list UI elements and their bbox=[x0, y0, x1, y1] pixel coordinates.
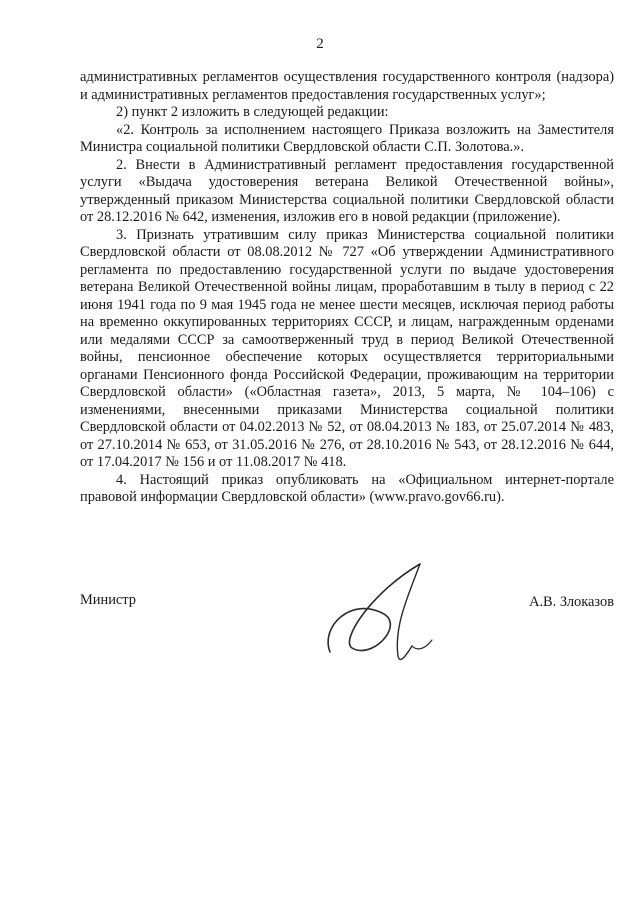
document-body bbox=[80, 69, 614, 507]
paragraph-subpoint-2: 2) пункт 2 изложить в следующей редакции: bbox=[116, 104, 389, 120]
paragraph-item-2: 2. Внести в Административный регламент предоставления государственной услуги «Выдача удостоверения ветерана Великой Отечественной войны», утвержденный приказом Министерства социальной политики Свердловской области от 28.12.2016 № 642, изменения, изложив его в новой редакции (приложение). bbox=[80, 156, 614, 225]
paragraph-item-3: 3. Признать утратившим силу приказ Министерства социальной политики Свердловской области от 08.08.2012 № 727 «Об утверждении Административного регламента по предоставлению государственной услуги по выдаче удостоверения ветерана Великой Отечественной войны лицам, проработавшим в тылу в период с 22 июня 1941 года по 9 мая 1945 года не менее шести месяцев, исключая период работы на временно оккупированных территориях СССР, и лицам, награжденным орденами или медалями СССР за самоотверженный труд в период Великой Отечественной войны, пенсионное обеспечение которых осуществляется территориальными органами Пенсионного фонда Российской Федерации, проживающим на территории Свердловской области» («Областная газета», 2013, 5 марта, № 104–106) с изменениями, внесенными приказами Министерства социальной политики Свердловской области от 04.02.2013 № 52, от 08.04.2013 № 183, от 25.07.2014 № 483, от 27.10.2014 № 653, от 31.05.2016 № 276, от 28.10.2016 № 543, от 28.12.2016 № 644, от 17.04.2017 № 156 и от 11.08.2017 № 418. bbox=[80, 226, 614, 470]
paragraph-item-4: 4. Настоящий приказ опубликовать на «Официальном интернет-портале правовой информации Свердловской области» (www.pravo.gov66.ru). bbox=[80, 471, 614, 505]
handwritten-signature bbox=[312, 556, 472, 676]
signer-name: А.В. Злоказов bbox=[529, 594, 614, 610]
paragraph-continuation: административных регламентов осуществления государственного контроля (надзора) и административных регламентов предоставления государственных услуг»; bbox=[80, 69, 614, 103]
signature-block bbox=[80, 590, 614, 720]
page-number: 2 bbox=[316, 36, 324, 52]
paragraph-quoted-amendment: «2. Контроль за исполнением настоящего Приказа возложить на Заместителя Министра социальной политики Свердловской области С.П. Золотова.». bbox=[80, 121, 614, 155]
signer-position: Министр bbox=[80, 592, 136, 608]
